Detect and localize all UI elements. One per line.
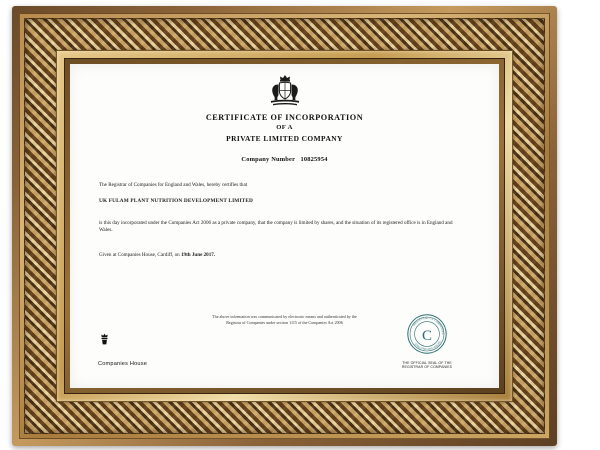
royal-coat-of-arms-icon <box>70 74 499 113</box>
picture-frame-outer <box>12 6 557 446</box>
official-seal-caption <box>381 361 473 370</box>
given-at-statement <box>99 252 455 259</box>
electronic-note-line-2: Registrar of Companies under section 1115 of the Companies Act 2006 <box>226 320 343 325</box>
svg-text:C: C <box>421 327 433 344</box>
given-at-date: 19th June 2017. <box>180 252 216 258</box>
seal-caption-line-1: THE OFFICIAL SEAL OF THE <box>402 360 452 365</box>
svg-text:ENGLAND AND WALES: ENGLAND AND WALES <box>413 340 442 351</box>
official-seal-icon <box>406 313 448 355</box>
incorporation-statement: is this day incorporated under the Companies Act 2006 as a private company, that the company is limited by shares, and the situation of its registered office is in England and Wales. <box>99 220 453 234</box>
companies-house-crown-icon <box>98 332 147 350</box>
certificate-title-block <box>70 112 499 144</box>
certificate-title-line-2: OF A <box>276 124 293 131</box>
certificate-content <box>70 64 499 388</box>
companies-house-wordmark: Companies House <box>98 361 148 367</box>
company-number-value: 10825954 <box>300 156 328 163</box>
svg-text:REGISTRAR OF COMPANIES: REGISTRAR OF COMPANIES <box>412 316 445 335</box>
company-name: UK FULAM PLANT NUTRITION DEVELOPMENT LIMITED <box>99 198 253 204</box>
given-at-prefix: Given at Companies House, Cardiff, on <box>99 252 181 258</box>
registrar-statement: The Registrar of Companies for England and Wales, hereby certifies that <box>99 182 248 188</box>
seal-caption-line-2: REGISTRAR OF COMPANIES <box>401 365 453 370</box>
certificate-paper <box>70 64 499 388</box>
electronic-note-line-1: The above information was communicated by electronic means and authenticated by the <box>212 314 357 319</box>
companies-house-logo <box>98 332 147 370</box>
company-number-row <box>70 156 499 163</box>
official-seal <box>381 313 473 370</box>
certificate-title-line-1: CERTIFICATE OF INCORPORATION <box>205 113 364 122</box>
certificate-title-line-3: PRIVATE LIMITED COMPANY <box>226 134 343 143</box>
company-number-label: Company Number <box>241 156 296 163</box>
